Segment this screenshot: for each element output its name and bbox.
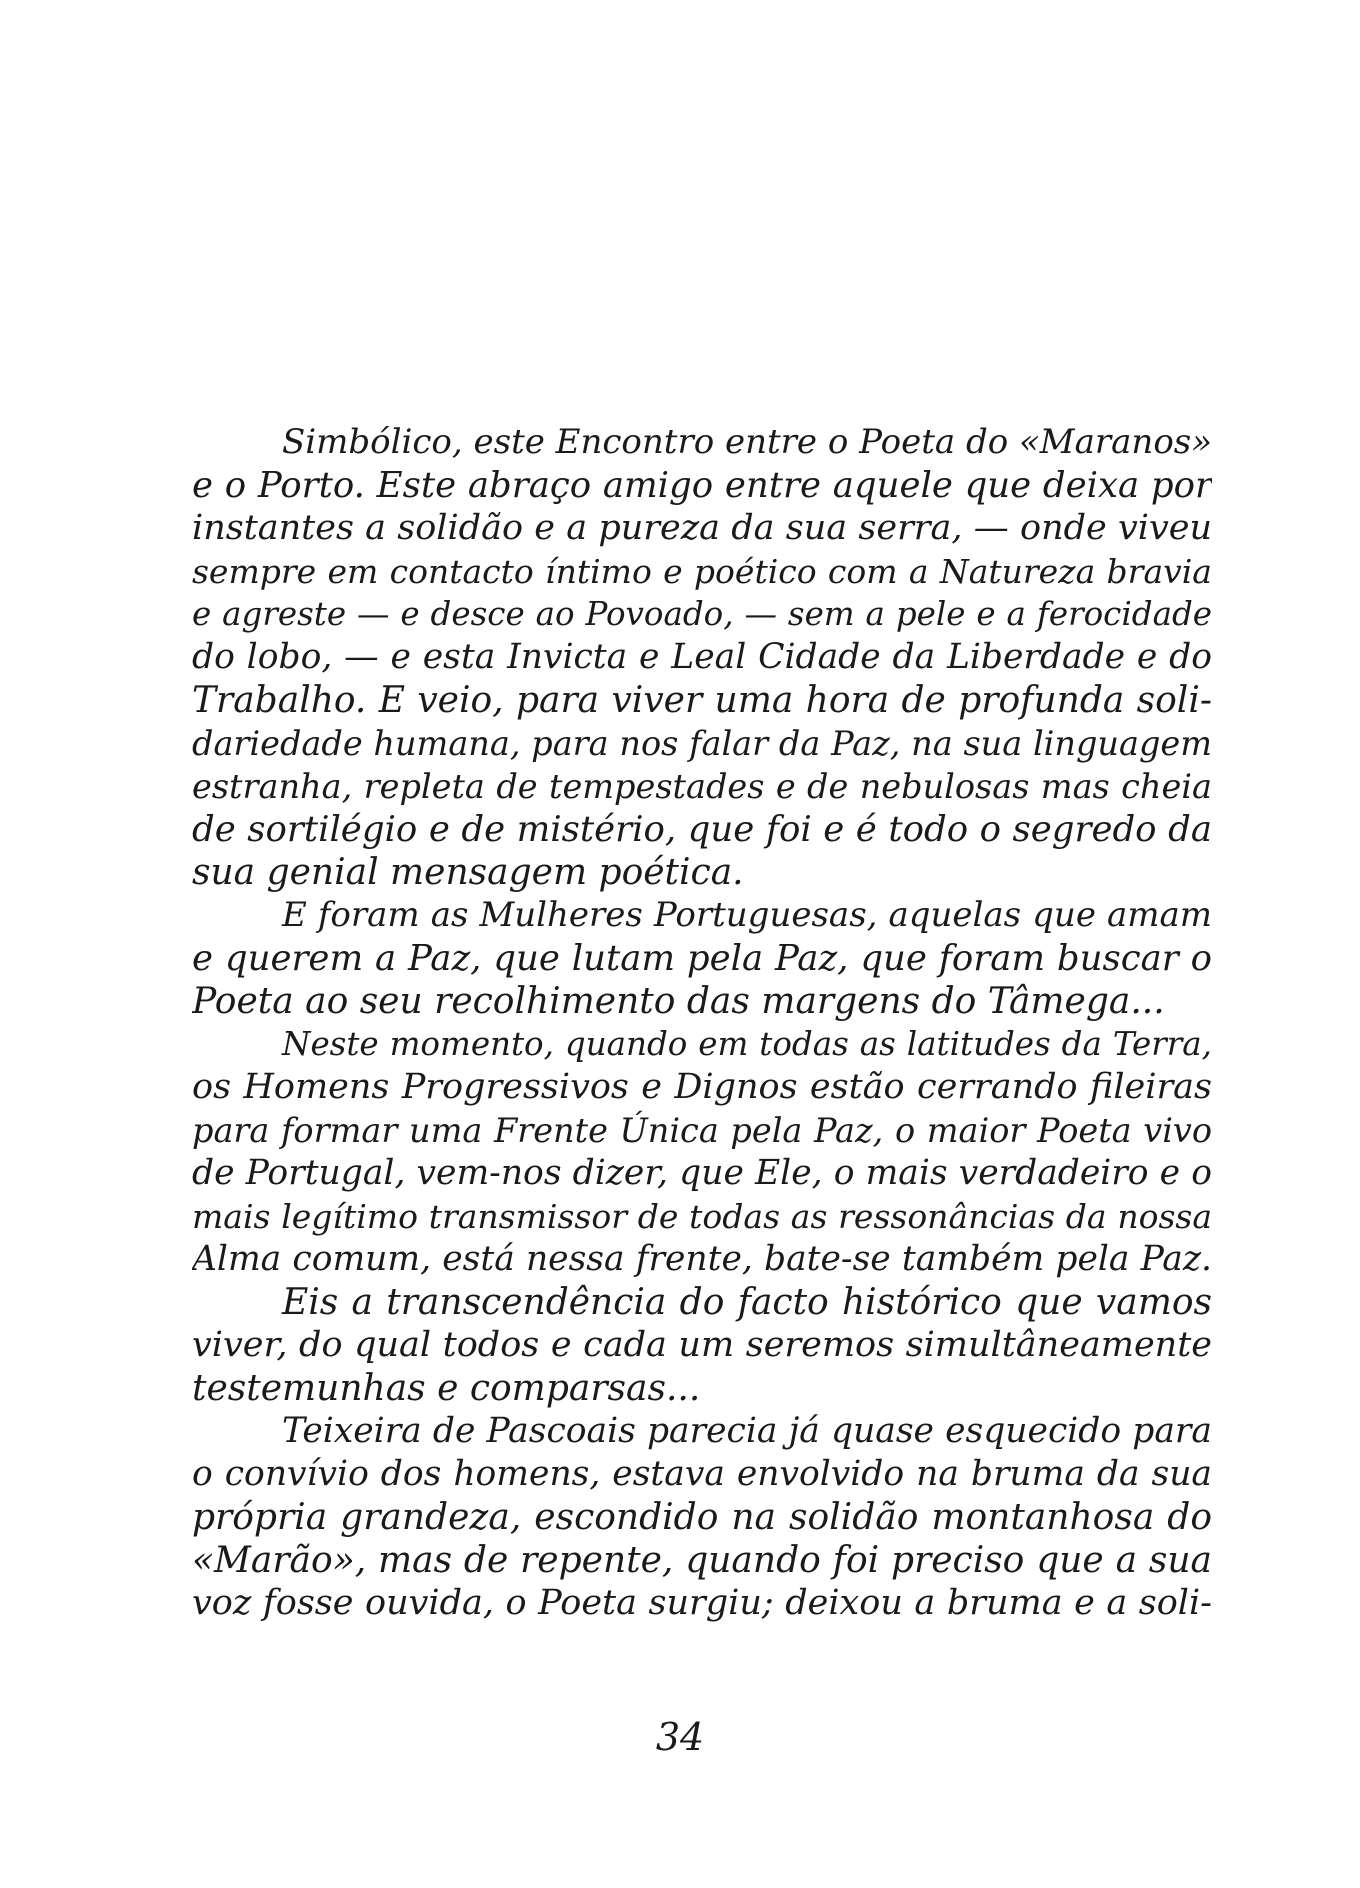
text-line: sempre em contacto íntimo e poético com a Natureza bravia — [192, 552, 1212, 591]
text-line: os Homens Progressivos e Dignos estão cerrando fileiras — [192, 1067, 1212, 1107]
body-text — [192, 421, 1212, 1625]
text-line: E foram as Mulheres Portuguesas, aquelas que amam — [282, 895, 1212, 935]
text-line: mais legítimo transmissor de todas as ressonâncias da nossa — [192, 1197, 1212, 1236]
text-line: sua genial mensagem poética. — [192, 852, 744, 893]
text-line: própria grandeza, escondido na solidão montanhosa do — [192, 1497, 1212, 1538]
text-line: Eis a transcendência do facto histórico que vamos — [282, 1282, 1212, 1323]
text-line: estranha, repleta de tempestades e de nebulosas mas cheia — [192, 767, 1212, 806]
text-line: Trabalho. E veio, para viver uma hora de profunda soli- — [192, 680, 1212, 721]
text-line: Teixeira de Pascoais parecia já quase esquecido para — [282, 1411, 1212, 1451]
text-line: viver, do qual todos e cada um seremos simultâneamente — [192, 1325, 1212, 1365]
text-line: e agreste — e desce ao Povoado, — sem a pele e a ferocidade — [192, 595, 1212, 633]
text-line: de sortilégio e de mistério, que foi e é todo o segredo da — [192, 809, 1212, 850]
text-line: de Portugal, vem-nos dizer, que Ele, o mais verdadeiro e o — [192, 1153, 1212, 1193]
text-line: Neste momento, quando em todas as latitudes da Terra, — [282, 1025, 1212, 1063]
text-line: e o Porto. Este abraço amigo entre aquele que deixa por — [192, 465, 1212, 506]
text-line: dariedade humana, para nos falar da Paz, na sua linguagem — [192, 724, 1212, 763]
text-line: para formar uma Frente Única pela Paz, o maior Poeta vivo — [192, 1111, 1212, 1150]
text-line: do lobo, — e esta Invicta e Leal Cidade da Liberdade e do — [192, 637, 1212, 677]
text-line: instantes a solidão e a pureza da sua serra, — onde viveu — [192, 508, 1212, 548]
page-number: 34 — [655, 1715, 705, 1759]
text-line: testemunhas e comparsas... — [192, 1368, 701, 1409]
text-line: Simbólico, este Encontro entre o Poeta do «Maranos» — [282, 422, 1212, 462]
text-line: o convívio dos homens, estava envolvido na bruma da sua — [192, 1454, 1212, 1494]
text-line: Alma comum, está nessa frente, bate-se também pela Paz. — [192, 1239, 1212, 1279]
text-line: e querem a Paz, que lutam pela Paz, que foram buscar o — [192, 938, 1212, 979]
text-line: voz fosse ouvida, o Poeta surgiu; deixou a bruma e a soli- — [192, 1583, 1212, 1623]
text-line: Poeta ao seu recolhimento das margens do Tâmega... — [192, 981, 1165, 1022]
text-line: «Marão», mas de repente, quando foi preciso que a sua — [192, 1540, 1212, 1581]
